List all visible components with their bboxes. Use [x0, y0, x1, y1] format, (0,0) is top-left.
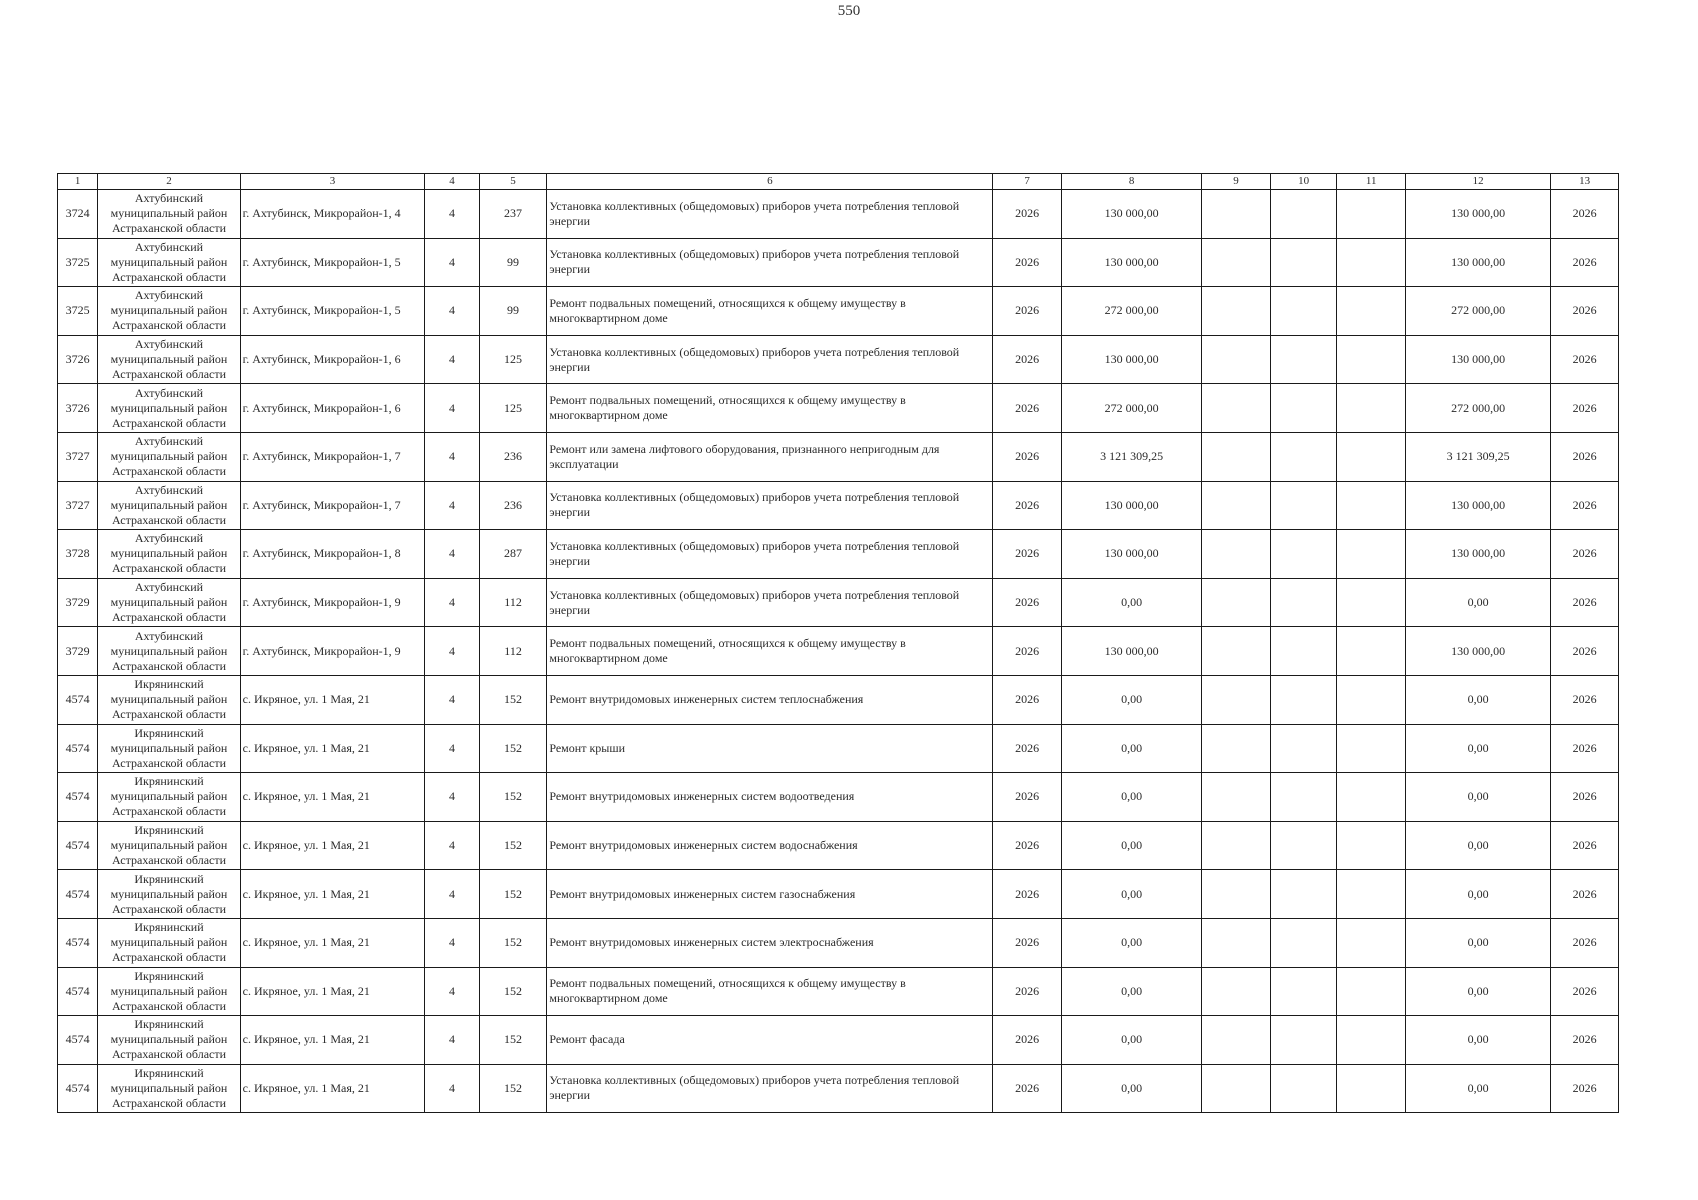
table-row: [58, 190, 1619, 239]
column-header: 3: [240, 174, 425, 190]
column-header: 13: [1551, 174, 1619, 190]
municipal-district-cell: Ахтубинский муниципальный район Астраханской области: [98, 287, 240, 336]
column-5-value-cell: 152: [479, 1016, 547, 1065]
column-number-header-row: [58, 174, 1619, 190]
completion-year-cell: 2026: [1551, 481, 1619, 530]
column-11-value-cell: [1337, 675, 1406, 724]
completion-year-cell: 2026: [1551, 1016, 1619, 1065]
completion-year-cell: 2026: [1551, 335, 1619, 384]
column-9-value-cell: [1202, 238, 1271, 287]
completion-year-cell: 2026: [1551, 627, 1619, 676]
record-id-cell: 4574: [58, 967, 98, 1016]
address-cell: г. Ахтубинск, Микрорайон-1, 9: [240, 578, 425, 627]
address-cell: с. Икряное, ул. 1 Мая, 21: [240, 967, 425, 1016]
column-11-value-cell: [1337, 627, 1406, 676]
municipal-district-cell: Икрянинский муниципальный район Астраханской области: [98, 675, 240, 724]
column-5-value-cell: 112: [479, 627, 547, 676]
table-row: [58, 967, 1619, 1016]
column-11-value-cell: [1337, 773, 1406, 822]
table-row: [58, 773, 1619, 822]
record-id-cell: 3726: [58, 384, 98, 433]
address-cell: с. Икряное, ул. 1 Мая, 21: [240, 1064, 425, 1113]
column-9-value-cell: [1202, 821, 1271, 870]
column-4-value-cell: 4: [425, 1016, 479, 1065]
column-9-value-cell: [1202, 627, 1271, 676]
column-5-value-cell: 152: [479, 918, 547, 967]
column-5-value-cell: 152: [479, 724, 547, 773]
record-id-cell: 4574: [58, 1064, 98, 1113]
year-value-cell: 2026: [993, 1016, 1062, 1065]
fund-cost-cell: 130 000,00: [1406, 238, 1551, 287]
column-9-value-cell: [1202, 530, 1271, 579]
municipal-district-cell: Икрянинский муниципальный район Астраханской области: [98, 1016, 240, 1065]
municipal-district-cell: Ахтубинский муниципальный район Астраханской области: [98, 578, 240, 627]
column-10-value-cell: [1270, 1016, 1337, 1065]
record-id-cell: 4574: [58, 918, 98, 967]
total-cost-cell: 0,00: [1061, 821, 1201, 870]
completion-year-cell: 2026: [1551, 724, 1619, 773]
column-9-value-cell: [1202, 287, 1271, 336]
column-9-value-cell: [1202, 335, 1271, 384]
completion-year-cell: 2026: [1551, 675, 1619, 724]
fund-cost-cell: 0,00: [1406, 1064, 1551, 1113]
municipal-district-cell: Икрянинский муниципальный район Астраханской области: [98, 821, 240, 870]
completion-year-cell: 2026: [1551, 870, 1619, 919]
column-10-value-cell: [1270, 481, 1337, 530]
municipal-district-cell: Ахтубинский муниципальный район Астраханской области: [98, 530, 240, 579]
record-id-cell: 4574: [58, 675, 98, 724]
column-5-value-cell: 237: [479, 190, 547, 239]
completion-year-cell: 2026: [1551, 287, 1619, 336]
total-cost-cell: 272 000,00: [1061, 384, 1201, 433]
completion-year-cell: 2026: [1551, 578, 1619, 627]
fund-cost-cell: 0,00: [1406, 870, 1551, 919]
column-header: 8: [1061, 174, 1201, 190]
column-11-value-cell: [1337, 287, 1406, 336]
column-10-value-cell: [1270, 190, 1337, 239]
column-9-value-cell: [1202, 967, 1271, 1016]
column-9-value-cell: [1202, 870, 1271, 919]
table-row: [58, 870, 1619, 919]
work-type-cell: Ремонт внутридомовых инженерных систем электроснабжения: [547, 918, 993, 967]
table-body: [58, 190, 1619, 1113]
municipal-district-cell: Ахтубинский муниципальный район Астраханской области: [98, 481, 240, 530]
work-type-cell: Ремонт подвальных помещений, относящихся к общему имуществу в многоквартирном доме: [547, 384, 993, 433]
column-9-value-cell: [1202, 384, 1271, 433]
record-id-cell: 3727: [58, 432, 98, 481]
record-id-cell: 4574: [58, 773, 98, 822]
column-10-value-cell: [1270, 627, 1337, 676]
column-11-value-cell: [1337, 821, 1406, 870]
column-11-value-cell: [1337, 190, 1406, 239]
column-11-value-cell: [1337, 335, 1406, 384]
municipal-district-cell: Ахтубинский муниципальный район Астраханской области: [98, 384, 240, 433]
fund-cost-cell: 0,00: [1406, 967, 1551, 1016]
total-cost-cell: 0,00: [1061, 870, 1201, 919]
address-cell: с. Икряное, ул. 1 Мая, 21: [240, 773, 425, 822]
address-cell: г. Ахтубинск, Микрорайон-1, 5: [240, 287, 425, 336]
total-cost-cell: 0,00: [1061, 773, 1201, 822]
work-type-cell: Ремонт крыши: [547, 724, 993, 773]
year-value-cell: 2026: [993, 481, 1062, 530]
column-5-value-cell: 152: [479, 821, 547, 870]
year-value-cell: 2026: [993, 821, 1062, 870]
column-9-value-cell: [1202, 773, 1271, 822]
column-9-value-cell: [1202, 675, 1271, 724]
total-cost-cell: 130 000,00: [1061, 530, 1201, 579]
column-11-value-cell: [1337, 384, 1406, 433]
address-cell: г. Ахтубинск, Микрорайон-1, 9: [240, 627, 425, 676]
work-type-cell: Ремонт фасада: [547, 1016, 993, 1065]
completion-year-cell: 2026: [1551, 530, 1619, 579]
column-5-value-cell: 287: [479, 530, 547, 579]
column-header: 7: [993, 174, 1062, 190]
address-cell: г. Ахтубинск, Микрорайон-1, 7: [240, 432, 425, 481]
column-10-value-cell: [1270, 287, 1337, 336]
year-value-cell: 2026: [993, 335, 1062, 384]
column-11-value-cell: [1337, 238, 1406, 287]
work-type-cell: Ремонт подвальных помещений, относящихся к общему имуществу в многоквартирном доме: [547, 627, 993, 676]
column-4-value-cell: 4: [425, 821, 479, 870]
column-4-value-cell: 4: [425, 287, 479, 336]
municipal-district-cell: Ахтубинский муниципальный район Астраханской области: [98, 432, 240, 481]
table-row: [58, 724, 1619, 773]
total-cost-cell: 0,00: [1061, 1064, 1201, 1113]
column-header: 1: [58, 174, 98, 190]
column-10-value-cell: [1270, 530, 1337, 579]
column-header: 10: [1270, 174, 1337, 190]
fund-cost-cell: 130 000,00: [1406, 190, 1551, 239]
total-cost-cell: 0,00: [1061, 1016, 1201, 1065]
completion-year-cell: 2026: [1551, 967, 1619, 1016]
column-9-value-cell: [1202, 578, 1271, 627]
column-5-value-cell: 125: [479, 384, 547, 433]
address-cell: с. Икряное, ул. 1 Мая, 21: [240, 724, 425, 773]
column-11-value-cell: [1337, 481, 1406, 530]
year-value-cell: 2026: [993, 1064, 1062, 1113]
year-value-cell: 2026: [993, 190, 1062, 239]
completion-year-cell: 2026: [1551, 821, 1619, 870]
table-row: [58, 1016, 1619, 1065]
column-4-value-cell: 4: [425, 530, 479, 579]
total-cost-cell: 130 000,00: [1061, 481, 1201, 530]
municipal-district-cell: Икрянинский муниципальный район Астраханской области: [98, 967, 240, 1016]
municipal-district-cell: Ахтубинский муниципальный район Астраханской области: [98, 627, 240, 676]
municipal-district-cell: Икрянинский муниципальный район Астраханской области: [98, 918, 240, 967]
fund-cost-cell: 3 121 309,25: [1406, 432, 1551, 481]
completion-year-cell: 2026: [1551, 432, 1619, 481]
column-10-value-cell: [1270, 821, 1337, 870]
column-header: 2: [98, 174, 240, 190]
column-10-value-cell: [1270, 578, 1337, 627]
column-header: 5: [479, 174, 547, 190]
table-row: [58, 675, 1619, 724]
column-5-value-cell: 112: [479, 578, 547, 627]
year-value-cell: 2026: [993, 773, 1062, 822]
column-4-value-cell: 4: [425, 627, 479, 676]
work-type-cell: Ремонт подвальных помещений, относящихся к общему имуществу в многоквартирном доме: [547, 287, 993, 336]
work-type-cell: Установка коллективных (общедомовых) приборов учета потребления тепловой энергии: [547, 335, 993, 384]
municipal-district-cell: Икрянинский муниципальный район Астраханской области: [98, 870, 240, 919]
column-5-value-cell: 99: [479, 287, 547, 336]
column-header: 11: [1337, 174, 1406, 190]
completion-year-cell: 2026: [1551, 918, 1619, 967]
address-cell: г. Ахтубинск, Микрорайон-1, 6: [240, 384, 425, 433]
municipal-district-cell: Ахтубинский муниципальный район Астраханской области: [98, 335, 240, 384]
address-cell: с. Икряное, ул. 1 Мая, 21: [240, 918, 425, 967]
column-9-value-cell: [1202, 1064, 1271, 1113]
record-id-cell: 3727: [58, 481, 98, 530]
column-5-value-cell: 152: [479, 1064, 547, 1113]
total-cost-cell: 272 000,00: [1061, 287, 1201, 336]
column-4-value-cell: 4: [425, 432, 479, 481]
year-value-cell: 2026: [993, 918, 1062, 967]
year-value-cell: 2026: [993, 724, 1062, 773]
column-9-value-cell: [1202, 190, 1271, 239]
address-cell: г. Ахтубинск, Микрорайон-1, 6: [240, 335, 425, 384]
fund-cost-cell: 0,00: [1406, 1016, 1551, 1065]
column-4-value-cell: 4: [425, 918, 479, 967]
column-5-value-cell: 152: [479, 870, 547, 919]
fund-cost-cell: 130 000,00: [1406, 481, 1551, 530]
column-9-value-cell: [1202, 1016, 1271, 1065]
work-type-cell: Установка коллективных (общедомовых) приборов учета потребления тепловой энергии: [547, 578, 993, 627]
record-id-cell: 3728: [58, 530, 98, 579]
work-type-cell: Ремонт внутридомовых инженерных систем теплоснабжения: [547, 675, 993, 724]
record-id-cell: 3726: [58, 335, 98, 384]
address-cell: г. Ахтубинск, Микрорайон-1, 5: [240, 238, 425, 287]
column-11-value-cell: [1337, 724, 1406, 773]
table-row: [58, 578, 1619, 627]
record-id-cell: 4574: [58, 870, 98, 919]
table-row: [58, 287, 1619, 336]
column-header: 4: [425, 174, 479, 190]
column-10-value-cell: [1270, 675, 1337, 724]
total-cost-cell: 130 000,00: [1061, 190, 1201, 239]
column-4-value-cell: 4: [425, 724, 479, 773]
column-4-value-cell: 4: [425, 967, 479, 1016]
column-11-value-cell: [1337, 870, 1406, 919]
total-cost-cell: 130 000,00: [1061, 238, 1201, 287]
total-cost-cell: 0,00: [1061, 675, 1201, 724]
work-type-cell: Ремонт внутридомовых инженерных систем газоснабжения: [547, 870, 993, 919]
record-id-cell: 4574: [58, 724, 98, 773]
column-11-value-cell: [1337, 530, 1406, 579]
total-cost-cell: 130 000,00: [1061, 627, 1201, 676]
column-4-value-cell: 4: [425, 1064, 479, 1113]
record-id-cell: 3725: [58, 238, 98, 287]
year-value-cell: 2026: [993, 432, 1062, 481]
address-cell: г. Ахтубинск, Микрорайон-1, 4: [240, 190, 425, 239]
work-type-cell: Ремонт подвальных помещений, относящихся к общему имуществу в многоквартирном доме: [547, 967, 993, 1016]
column-11-value-cell: [1337, 432, 1406, 481]
column-header: 6: [547, 174, 993, 190]
column-10-value-cell: [1270, 870, 1337, 919]
fund-cost-cell: 0,00: [1406, 773, 1551, 822]
municipal-district-cell: Ахтубинский муниципальный район Астраханской области: [98, 238, 240, 287]
column-10-value-cell: [1270, 335, 1337, 384]
year-value-cell: 2026: [993, 578, 1062, 627]
column-4-value-cell: 4: [425, 870, 479, 919]
year-value-cell: 2026: [993, 384, 1062, 433]
address-cell: с. Икряное, ул. 1 Мая, 21: [240, 1016, 425, 1065]
address-cell: с. Икряное, ул. 1 Мая, 21: [240, 675, 425, 724]
column-4-value-cell: 4: [425, 773, 479, 822]
year-value-cell: 2026: [993, 675, 1062, 724]
column-10-value-cell: [1270, 773, 1337, 822]
record-id-cell: 3725: [58, 287, 98, 336]
year-value-cell: 2026: [993, 238, 1062, 287]
year-value-cell: 2026: [993, 627, 1062, 676]
column-5-value-cell: 152: [479, 773, 547, 822]
column-header: 12: [1406, 174, 1551, 190]
column-10-value-cell: [1270, 967, 1337, 1016]
column-9-value-cell: [1202, 918, 1271, 967]
column-9-value-cell: [1202, 432, 1271, 481]
column-5-value-cell: 236: [479, 432, 547, 481]
year-value-cell: 2026: [993, 967, 1062, 1016]
table-row: [58, 918, 1619, 967]
column-5-value-cell: 152: [479, 967, 547, 1016]
address-cell: с. Икряное, ул. 1 Мая, 21: [240, 870, 425, 919]
work-type-cell: Установка коллективных (общедомовых) приборов учета потребления тепловой энергии: [547, 238, 993, 287]
column-4-value-cell: 4: [425, 578, 479, 627]
column-9-value-cell: [1202, 724, 1271, 773]
table-row: [58, 1064, 1619, 1113]
fund-cost-cell: 272 000,00: [1406, 287, 1551, 336]
completion-year-cell: 2026: [1551, 238, 1619, 287]
fund-cost-cell: 130 000,00: [1406, 627, 1551, 676]
capital-repair-table: [57, 173, 1619, 1113]
table-row: [58, 627, 1619, 676]
column-11-value-cell: [1337, 918, 1406, 967]
year-value-cell: 2026: [993, 530, 1062, 579]
municipal-district-cell: Икрянинский муниципальный район Астраханской области: [98, 1064, 240, 1113]
column-11-value-cell: [1337, 1064, 1406, 1113]
column-9-value-cell: [1202, 481, 1271, 530]
column-5-value-cell: 99: [479, 238, 547, 287]
record-id-cell: 3724: [58, 190, 98, 239]
table-row: [58, 238, 1619, 287]
address-cell: г. Ахтубинск, Микрорайон-1, 7: [240, 481, 425, 530]
municipal-district-cell: Икрянинский муниципальный район Астраханской области: [98, 773, 240, 822]
column-10-value-cell: [1270, 1064, 1337, 1113]
municipal-district-cell: Ахтубинский муниципальный район Астраханской области: [98, 190, 240, 239]
completion-year-cell: 2026: [1551, 190, 1619, 239]
total-cost-cell: 0,00: [1061, 967, 1201, 1016]
column-10-value-cell: [1270, 724, 1337, 773]
fund-cost-cell: 0,00: [1406, 578, 1551, 627]
column-5-value-cell: 125: [479, 335, 547, 384]
column-4-value-cell: 4: [425, 675, 479, 724]
fund-cost-cell: 0,00: [1406, 918, 1551, 967]
column-5-value-cell: 152: [479, 675, 547, 724]
work-type-cell: Установка коллективных (общедомовых) приборов учета потребления тепловой энергии: [547, 190, 993, 239]
total-cost-cell: 0,00: [1061, 918, 1201, 967]
work-type-cell: Ремонт или замена лифтового оборудования, признанного непригодным для эксплуатации: [547, 432, 993, 481]
column-4-value-cell: 4: [425, 481, 479, 530]
table-row: [58, 335, 1619, 384]
column-11-value-cell: [1337, 1016, 1406, 1065]
total-cost-cell: 0,00: [1061, 578, 1201, 627]
table-row: [58, 384, 1619, 433]
table-row: [58, 481, 1619, 530]
fund-cost-cell: 272 000,00: [1406, 384, 1551, 433]
municipal-district-cell: Икрянинский муниципальный район Астраханской области: [98, 724, 240, 773]
year-value-cell: 2026: [993, 287, 1062, 336]
column-10-value-cell: [1270, 384, 1337, 433]
fund-cost-cell: 0,00: [1406, 821, 1551, 870]
column-4-value-cell: 4: [425, 335, 479, 384]
record-id-cell: 4574: [58, 821, 98, 870]
record-id-cell: 3729: [58, 627, 98, 676]
total-cost-cell: 3 121 309,25: [1061, 432, 1201, 481]
table-row: [58, 432, 1619, 481]
column-10-value-cell: [1270, 918, 1337, 967]
fund-cost-cell: 130 000,00: [1406, 335, 1551, 384]
column-4-value-cell: 4: [425, 190, 479, 239]
column-10-value-cell: [1270, 432, 1337, 481]
total-cost-cell: 130 000,00: [1061, 335, 1201, 384]
record-id-cell: 3729: [58, 578, 98, 627]
column-11-value-cell: [1337, 967, 1406, 1016]
column-4-value-cell: 4: [425, 238, 479, 287]
completion-year-cell: 2026: [1551, 1064, 1619, 1113]
table-row: [58, 530, 1619, 579]
total-cost-cell: 0,00: [1061, 724, 1201, 773]
table-row: [58, 821, 1619, 870]
completion-year-cell: 2026: [1551, 384, 1619, 433]
fund-cost-cell: 0,00: [1406, 675, 1551, 724]
column-5-value-cell: 236: [479, 481, 547, 530]
work-type-cell: Установка коллективных (общедомовых) приборов учета потребления тепловой энергии: [547, 481, 993, 530]
work-type-cell: Установка коллективных (общедомовых) приборов учета потребления тепловой энергии: [547, 1064, 993, 1113]
work-type-cell: Ремонт внутридомовых инженерных систем водоотведения: [547, 773, 993, 822]
year-value-cell: 2026: [993, 870, 1062, 919]
fund-cost-cell: 130 000,00: [1406, 530, 1551, 579]
fund-cost-cell: 0,00: [1406, 724, 1551, 773]
column-10-value-cell: [1270, 238, 1337, 287]
page-number: 550: [837, 3, 861, 19]
completion-year-cell: 2026: [1551, 773, 1619, 822]
address-cell: с. Икряное, ул. 1 Мая, 21: [240, 821, 425, 870]
work-type-cell: Ремонт внутридомовых инженерных систем водоснабжения: [547, 821, 993, 870]
column-header: 9: [1202, 174, 1271, 190]
column-11-value-cell: [1337, 578, 1406, 627]
record-id-cell: 4574: [58, 1016, 98, 1065]
address-cell: г. Ахтубинск, Микрорайон-1, 8: [240, 530, 425, 579]
column-4-value-cell: 4: [425, 384, 479, 433]
work-type-cell: Установка коллективных (общедомовых) приборов учета потребления тепловой энергии: [547, 530, 993, 579]
